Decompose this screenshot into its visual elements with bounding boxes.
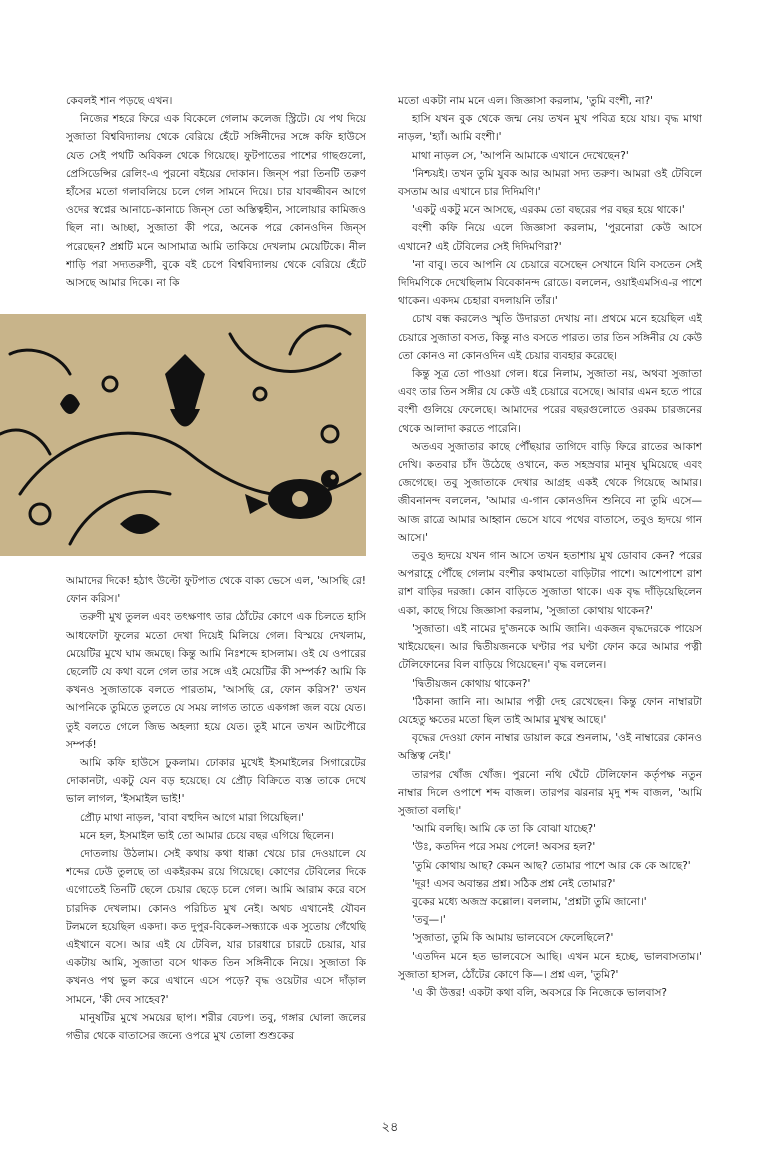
paragraph: 'এতদিন মনে হত ভালবেসে আছি। এখন মনে হচ্ছে, ভালবাসতাম।' সুজাতা হাসল, ঠোঁটের কোণে কি—। প্রশ্ন এল, 'তুমি?' [398, 950, 702, 981]
paragraph: বংশী কফি নিয়ে এলে জিজ্ঞাসা করলাম, 'পুরনোরা কেউ আসে এখানে? এই টেবিলের সেই দিদিমণিরা?' [398, 222, 702, 253]
page-number: ২৪ [381, 1120, 399, 1135]
paragraph: 'ঠিকানা জানি না। আমার পত্নী দেহ রেখেছেন। কিন্তু ফোন নাম্বারটা যেহেতু ক্ষতের মতো ছিল তাই আমার মুখস্থ আছে।' [398, 695, 702, 726]
floral-bird-illustration [0, 314, 366, 556]
paragraph: 'দ্বিতীয়জন কোথায় থাকেন?' [412, 677, 531, 690]
paragraph: বুকের মধ্যে অজস্র কল্লোল। বললাম, 'প্রশ্নটা তুমি জানো।' [412, 895, 647, 908]
paragraph: আমি কফি হাউসে ঢুকলাম। ঢোকার মুখেই ইসমাইলের সিগারেটের দোকানটা, একটু যেন বড় হয়েছে। যে প্রৌঢ় বিক্রিতে ব্যস্ত তাকে দেখে ভাল লাগল, 'ইসমাইল ভাই!' [66, 757, 366, 806]
paragraph: তারপর খোঁজ খোঁজ। পুরনো নথি ঘেঁটে টেলিফোন কর্তৃপক্ষ নতুন নাম্বার দিলে ওপাশে শব্দ বাজল। তারপর ঝরনার মৃদু শব্দ বাজল, 'আমি সুজাতা বলছি।' [398, 768, 702, 817]
paragraph: 'একটু একটু মনে আসছে, এরকম তো বছরের পর বছর হয়ে থাকে।' [412, 204, 685, 217]
paragraph: হাসি যখন বুক থেকে জন্ম নেয় তখন মুখ পবিত্র হয়ে যায়। বৃদ্ধ মাথা নাড়ল, 'হ্যাঁ। আমি বংশী।' [398, 113, 702, 144]
paragraph: মতো একটা নাম মনে এল। জিজ্ঞাসা করলাম, 'তুমি বংশী, না?' [398, 95, 654, 107]
paragraph: 'আমি বলছি। আমি কে তা কি বোঝা যাচ্ছে?' [412, 823, 596, 836]
left-column-bottom [66, 572, 366, 1108]
paragraph: মানুষটির মুখে সময়ের ছাপ। শরীর বেঢপ। তবু, গঙ্গার ঘোলা জলের গভীর থেকে বাতাসের জন্যে ওপরে মুখ তোলা শুশুকের [66, 1011, 366, 1043]
paragraph: নিজের শহরে ফিরে এক বিকেলে গেলাম কলেজ স্ট্রিটে। যে পথ দিয়ে সুজাতা বিশ্ববিদ্যালয় থেকে বেরিয়ে হেঁটে সঙ্গিনীদের সঙ্গে কফি হাউসে যেত সেই পথটি অবিকল থেকে গিয়েছে। ফুটপাতের পাশের গাছগুলো, প্রেসিডেন্সির রেলিং-এ পুরনো বইয়ের দোকান। জিন্‌স পরা তিনটি তরুণ হাঁসের মতো গলাবলিয়ে চলে গেল সামনে দিয়ে। চার যাবজ্জীবন আগে ওদের স্বপ্নের আনাচে-কানাচে জিন্‌স তো অস্তিত্বহীন, সালোয়ার কামিজও ছিল না। আচ্ছা, সুজাতা কী পরে, অনেক পরে কোনওদিন জিন্‌স পরেছেন? প্রশ্নটি মনে আসামাত্র আমি তাকিয়ে দেখলাম মেয়েটিকে। নীল শাড়ি পরা সদ্যতরুণী, বুকে বই চেপে বিশ্ববিদ্যালয় থেকে বেরিয়ে হেঁটে আসছে আমার দিকে। না কি [66, 113, 366, 290]
paragraph: আমাদের দিকে! হঠাৎ উল্টো ফুটপাত থেকে বাক্য ভেসে এল, 'আসছি রে! ফোন করিস।' [66, 575, 366, 606]
paragraph: বৃদ্ধের দেওয়া ফোন নাম্বার ডায়াল করে শুনলাম, 'ওই নাম্বারের কোনও অস্তিত্ব নেই।' [398, 732, 702, 763]
paragraph: 'উঃ, কতদিন পরে সময় পেলে! অবসর হল?' [412, 841, 596, 854]
paragraph: দোতলায় উঠলাম। সেই কথায় কথা ধাক্কা খেয়ে চার দেওয়ালে যে শব্দের ঢেউ তুলছে তা একইরকম রয়ে গিয়েছে। কোণের টেবিলের দিকে এগোতেই তিনটি ছেলে চেয়ার ছেড়ে চলে গেল। আমি আরাম করে বসে চারদিক দেখলাম। কোনও পরিচিত মুখ নেই। অথচ এখানেই যৌবন টলমলে হয়েছিল একদা। কত দুপুর-বিকেল-সন্ধ্যাকে এক সুতোয় গেঁথেছি এইখানে বসে। আর এই যে টেবিল, যার চারধারে চারটে চেয়ার, যার একটায় আমি, সুজাতা বসে থাকত তিন সঙ্গিনীকে নিয়ে। সুজাতা কি কখনও পথ ভুল করে এখানে এসে পড়ে? বৃদ্ধ ওয়েটার এসে দাঁড়াল সামনে, 'কী দেব সাহেব?' [66, 848, 366, 1006]
paragraph: কিন্তু সূত্র তো পাওয়া গেল। ধরে নিলাম, সুজাতা নয়, অথবা সুজাতা এবং তার তিন সঙ্গীর যে কেউ এই চেয়ারে বসেছে। আবার এমন হতে পারে বংশী গুলিয়ে ফেলেছে। আমাদের পরের বছরগুলোতে ওরকম চারজনের থেকে আলাদা করতে পারেনি। [398, 368, 702, 435]
left-column-top [66, 92, 366, 304]
paragraph: কেবলই শান পড়ছে এখন। [66, 95, 173, 107]
paragraph: 'না বাবু। তবে আপনি যে চেয়ারে বসেছেন সেখানে যিনি বসতেন সেই দিদিমণিকে দেখেছিলাম বিবেকানন্দ রোডে। বললেন, ওয়াইএমসিএ-র পাশে থাকেন। একদম চেহারা বদলায়নি তাঁর।' [398, 258, 702, 308]
paragraph: 'সুজাতা। এই নামের দু'জনকে আমি জানি। একজন বৃদ্ধদেরকে পায়েস খাইয়েছেন। আর দ্বিতীয়জনকে ঘণ্টার পর ঘণ্টা ফোন করে আমার পত্নী টেলিফোনের বিল বাড়িয়ে গিয়েছেন।' বৃদ্ধ বললেন। [398, 622, 702, 672]
paragraph: 'নিশ্চয়ই। তখন তুমি যুবক আর আমরা সদ্য তরুণ। আমরা ওই টেবিলে বসতাম আর এখানে চার দিদিমণি।' [398, 167, 702, 199]
paragraph: অতএব সুজাতার কাছে পৌঁছয়ার তাগিদে বাড়ি ফিরে রাতের আকাশ দেখি। কতবার চাঁদ উঠেছে ওখানে, কত সহস্রবার মানুষ ঘুমিয়েছে এবং জেগেছে। তবু সুজাতাকে দেখার আগ্রহ একই থেকে গিয়েছে আমার। জীবনানন্দ বললেন, 'আমার এ-গান কোনওদিন শুনিবে না তুমি এসে—আজ রাত্রে আমার আহ্বান ভেসে যাবে পথের বাতাসে, তবুও হৃদয়ে গান আসে।' [398, 440, 702, 544]
paragraph: প্রৌঢ় মাথা নাড়ল, 'বাবা বহুদিন আগে মারা গিয়েছিল।' [80, 811, 305, 824]
paragraph: তবুও হৃদয়ে যখন গান আসে তখন হতাশায় মুখ ডোবাব কেন? পরের অপরাহ্ণে পৌঁছে গেলাম বংশীর কথামতো বাড়িটার পাশে। আশেপাশে রাশ রাশ বাড়ির দরজা। কোন বাড়িতে সুজাতা থাকে। এক বৃদ্ধ দাঁড়িয়েছিলেন একা, কাছে গিয়ে জিজ্ঞাসা করলাম, 'সুজাতা কোথায় থাকেন?' [398, 550, 702, 617]
right-column [398, 92, 702, 1102]
paragraph: 'তবু—।' [412, 914, 446, 927]
paragraph: মাথা নাড়ল সে, 'আপনি আমাকে এখানে দেখেছেন?' [412, 149, 629, 162]
paragraph: 'দূর! এসব অবান্তর প্রশ্ন। সঠিক প্রশ্ন নেই তোমার?' [412, 877, 616, 890]
paragraph: 'এ কী উত্তর! একটা কথা বলি, অবসরে কি নিজেকে ভালবাস? [412, 986, 667, 999]
paragraph: 'তুমি কোথায় আছ? কেমন আছ? তোমার পাশে আর কে কে আছে?' [412, 859, 691, 872]
paragraph: 'সুজাতা, তুমি কি আমায় ভালবেসে ফেলেছিলে?' [412, 932, 614, 945]
paragraph: তরুণী মুখ তুলল এবং তৎক্ষণাৎ তার ঠোঁটের কোণে এক চিলতে হাসি আধফোটা ফুলের মতো দেখা দিয়েই মিলিয়ে গেল। বিস্ময়ে দেখলাম, মেয়েটির মুখে ঘাম জমছে। কিন্তু আমি নিঃশব্দে হাসলাম। ওই যে ওপারের ছেলেটি যে কথা বলে গেল তার সঙ্গে এই মেয়েটির কী সম্পর্ক? আমি কি কখনও সুজাতাকে বলতে পারতাম, 'আসছি রে, ফোন করিস?' তখন আপনিকে তুমিতে তুলতে যে সময় লাগত তাতে একগঙ্গা জল বয়ে যেত। তুই বলতে গেলে জিভ অহল্যা হয়ে যেত। তুই মানে তখন আটপৌরে সম্পর্ক! [66, 611, 366, 751]
paragraph: চোখ বন্ধ করলেও স্মৃতি উদারতা দেখায় না। প্রথমে মনে হয়েছিল এই চেয়ারে সুজাতা বসত, কিন্তু নাও বসতে পারত। তার তিন সঙ্গিনীর যে কেউ তো কোনও না কোনওদিন এই চেয়ার ব্যবহার করেছে। [398, 313, 702, 362]
flower-bird-icon [0, 314, 366, 556]
paragraph: মনে হল, ইসমাইল ভাই তো আমার চেয়ে বছর এগিয়ে ছিলেন। [80, 829, 335, 842]
